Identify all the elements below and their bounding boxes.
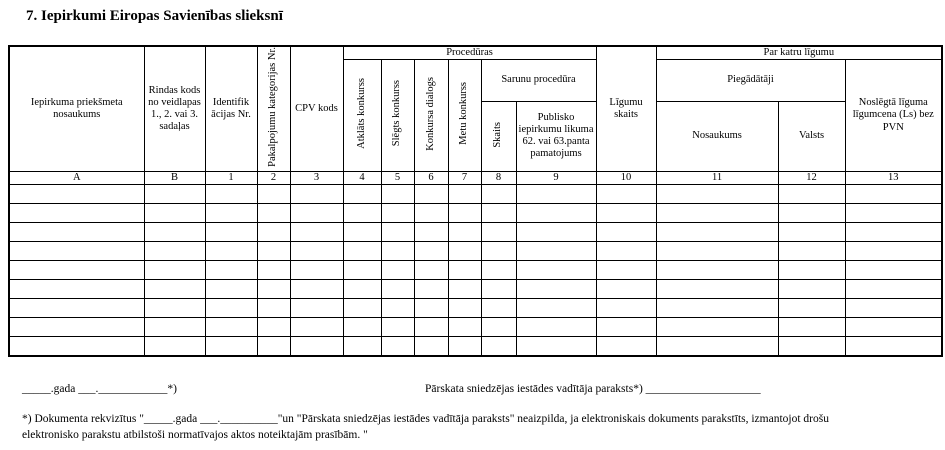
table-cell[interactable] [144, 260, 205, 279]
table-cell[interactable] [290, 279, 343, 298]
column-letter-row [9, 171, 942, 184]
header-justification: Publisko iepirkumu likuma 62. vai 63.panta pamatojums [516, 101, 596, 171]
table-cell[interactable] [481, 336, 516, 356]
table-cell[interactable] [205, 260, 257, 279]
table-cell[interactable] [257, 336, 290, 356]
table-cell[interactable] [9, 222, 144, 241]
table-cell[interactable] [448, 184, 481, 203]
header-country: Valsts [778, 101, 845, 171]
column-letter: 11 [656, 171, 778, 184]
table-cell[interactable] [144, 279, 205, 298]
table-cell[interactable] [257, 260, 290, 279]
table-cell[interactable] [778, 317, 845, 336]
table-cell[interactable] [656, 317, 778, 336]
header-identification-nr: Identifik ācijas Nr. [205, 46, 257, 171]
header-competitive-dialog [414, 60, 448, 172]
table-cell[interactable] [257, 184, 290, 203]
table-cell[interactable] [144, 203, 205, 222]
table-cell[interactable] [9, 298, 144, 317]
table-cell[interactable] [656, 298, 778, 317]
table-cell[interactable] [481, 298, 516, 317]
header-per-contract: Par katru līgumu [656, 46, 942, 60]
column-letter: 5 [381, 171, 414, 184]
footnote-line-1: *) Dokumenta rekvizītus "_____.gada ___.__________"un "Pārskata sniedzējas iestādes vadītāja paraksts" neaizpilda, ja elektroniskais dokuments parakstīts, izmantojot drošu [22, 413, 829, 425]
column-letter: 12 [778, 171, 845, 184]
table-cell[interactable] [205, 336, 257, 356]
table-cell[interactable] [9, 203, 144, 222]
table-cell[interactable] [481, 203, 516, 222]
table-cell[interactable] [257, 241, 290, 260]
table-cell[interactable] [343, 203, 381, 222]
table-cell[interactable] [414, 336, 448, 356]
table-cell[interactable] [448, 298, 481, 317]
table-cell[interactable] [205, 222, 257, 241]
table-cell[interactable] [516, 336, 596, 356]
table-cell[interactable] [343, 298, 381, 317]
table-cell[interactable] [414, 298, 448, 317]
table-cell[interactable] [596, 317, 656, 336]
table-cell[interactable] [205, 298, 257, 317]
table-cell[interactable] [205, 241, 257, 260]
table-cell[interactable] [381, 336, 414, 356]
table-cell[interactable] [381, 298, 414, 317]
column-letter: 4 [343, 171, 381, 184]
header-cpv-code: CPV kods [290, 46, 343, 171]
table-cell[interactable] [343, 260, 381, 279]
section-title: 7. Iepirkumi Eiropas Savienības slieksnī [26, 8, 283, 24]
table-cell[interactable] [448, 336, 481, 356]
table-cell[interactable] [343, 222, 381, 241]
table-cell[interactable] [414, 203, 448, 222]
table-cell[interactable] [481, 260, 516, 279]
table-cell[interactable] [448, 241, 481, 260]
table-cell[interactable] [845, 336, 942, 356]
table-cell[interactable] [481, 222, 516, 241]
header-procurement-subject: Iepirkuma priekšmeta nosaukums [9, 46, 144, 171]
table-cell[interactable] [448, 279, 481, 298]
signature-line: Pārskata sniedzējas iestādes vadītāja paraksts*) ____________________ [425, 383, 761, 395]
table-row [9, 241, 942, 260]
column-letter: 2 [257, 171, 290, 184]
table-cell[interactable] [596, 298, 656, 317]
table-cell[interactable] [9, 336, 144, 356]
table-cell[interactable] [257, 222, 290, 241]
table-cell[interactable] [144, 184, 205, 203]
table-cell[interactable] [778, 222, 845, 241]
table-cell[interactable] [448, 260, 481, 279]
table-cell[interactable] [290, 241, 343, 260]
date-line: _____.gada ___.____________*) [22, 383, 177, 395]
header-count [481, 101, 516, 171]
table-cell[interactable] [656, 241, 778, 260]
table-cell[interactable] [516, 184, 596, 203]
table-cell[interactable] [290, 317, 343, 336]
table-cell[interactable] [343, 336, 381, 356]
table-cell[interactable] [516, 222, 596, 241]
header-open-competition-label: Atklāts konkurss [355, 78, 367, 149]
table-cell[interactable] [656, 336, 778, 356]
table-cell[interactable] [9, 260, 144, 279]
table-cell[interactable] [596, 241, 656, 260]
table-cell[interactable] [596, 260, 656, 279]
column-letter: 9 [516, 171, 596, 184]
header-supplier-name: Nosaukums [656, 101, 778, 171]
header-subcategory-nr-label: Pakalpojumu kategorijas Nr. [267, 47, 279, 167]
header-design-contest [448, 60, 481, 172]
header-contract-price: Noslēgtā līguma līgumcena (Ls) bez PVN [845, 60, 942, 172]
table-row [9, 336, 942, 356]
table-cell[interactable] [845, 222, 942, 241]
table-cell[interactable] [290, 336, 343, 356]
table-cell[interactable] [845, 203, 942, 222]
table-cell[interactable] [778, 279, 845, 298]
table-cell[interactable] [343, 184, 381, 203]
table-cell[interactable] [596, 184, 656, 203]
table-cell[interactable] [257, 298, 290, 317]
column-letter: 13 [845, 171, 942, 184]
header-suppliers: Piegādātāji [656, 60, 845, 102]
table-cell[interactable] [845, 317, 942, 336]
table-cell[interactable] [448, 222, 481, 241]
table-cell[interactable] [414, 184, 448, 203]
table-row [9, 184, 942, 203]
table-cell[interactable] [381, 203, 414, 222]
table-cell[interactable] [257, 317, 290, 336]
table-cell[interactable] [778, 203, 845, 222]
table-cell[interactable] [448, 203, 481, 222]
column-letter: A [9, 171, 144, 184]
table-cell[interactable] [205, 317, 257, 336]
table-cell[interactable] [596, 336, 656, 356]
table-cell[interactable] [381, 317, 414, 336]
column-letter: 1 [205, 171, 257, 184]
table-cell[interactable] [516, 298, 596, 317]
table-cell[interactable] [414, 241, 448, 260]
table-cell[interactable] [290, 260, 343, 279]
column-letter: B [144, 171, 205, 184]
header-row-code: Rindas kods no veidlapas 1., 2. vai 3. sadaļas [144, 46, 205, 171]
table-cell[interactable] [144, 317, 205, 336]
table-cell[interactable] [290, 203, 343, 222]
table-cell[interactable] [381, 184, 414, 203]
table-cell[interactable] [144, 222, 205, 241]
table-row [9, 203, 942, 222]
header-subcategory-nr [257, 46, 290, 171]
table-cell[interactable] [9, 241, 144, 260]
table-cell[interactable] [144, 298, 205, 317]
table-cell[interactable] [481, 184, 516, 203]
table-cell[interactable] [257, 203, 290, 222]
table-cell[interactable] [596, 203, 656, 222]
table-cell[interactable] [257, 279, 290, 298]
table-cell[interactable] [845, 279, 942, 298]
table-row [9, 279, 942, 298]
footnote-line-2: elektronisko parakstu atbilstoši normatīvajos aktos noteiktajām prasībām. " [22, 429, 368, 441]
table-cell[interactable] [845, 298, 942, 317]
table-cell[interactable] [656, 279, 778, 298]
table-cell[interactable] [205, 279, 257, 298]
header-contract-count: Līgumu skaits [596, 46, 656, 171]
header-competitive-dialog-label: Konkursa dialogs [424, 76, 436, 151]
table-cell[interactable] [144, 241, 205, 260]
table-cell[interactable] [778, 184, 845, 203]
table-cell[interactable] [516, 203, 596, 222]
table-row [9, 317, 942, 336]
table-cell[interactable] [205, 203, 257, 222]
table-cell[interactable] [596, 279, 656, 298]
table-cell[interactable] [481, 279, 516, 298]
table-cell[interactable] [516, 260, 596, 279]
table-cell[interactable] [414, 279, 448, 298]
table-row [9, 222, 942, 241]
column-letter: 7 [448, 171, 481, 184]
table-cell[interactable] [9, 184, 144, 203]
table-cell[interactable] [144, 336, 205, 356]
table-cell[interactable] [845, 241, 942, 260]
header-closed-competition-label: Slēgts konkurss [391, 80, 403, 147]
column-letter: 8 [481, 171, 516, 184]
table-cell[interactable] [481, 317, 516, 336]
table-row [9, 260, 942, 279]
header-closed-competition [381, 60, 414, 172]
table-cell[interactable] [481, 241, 516, 260]
table-cell[interactable] [516, 241, 596, 260]
procurement-table [8, 45, 943, 357]
table-cell[interactable] [290, 222, 343, 241]
table-cell[interactable] [381, 279, 414, 298]
header-open-competition [343, 60, 381, 172]
table-cell[interactable] [778, 336, 845, 356]
table-cell[interactable] [448, 317, 481, 336]
table-cell[interactable] [414, 260, 448, 279]
header-count-label: Skaits [492, 121, 504, 148]
table-cell[interactable] [778, 241, 845, 260]
table-cell[interactable] [381, 222, 414, 241]
table-cell[interactable] [381, 241, 414, 260]
table-cell[interactable] [343, 279, 381, 298]
table-cell[interactable] [845, 184, 942, 203]
table-cell[interactable] [414, 317, 448, 336]
table-cell[interactable] [845, 260, 942, 279]
table-cell[interactable] [778, 298, 845, 317]
header-procedures: Procedūras [343, 46, 596, 60]
header-negotiation-procedure: Sarunu procedūra [481, 60, 596, 102]
table-cell[interactable] [290, 184, 343, 203]
table-cell[interactable] [656, 260, 778, 279]
table-cell[interactable] [414, 222, 448, 241]
table-cell[interactable] [381, 260, 414, 279]
table-cell[interactable] [516, 279, 596, 298]
table-cell[interactable] [656, 184, 778, 203]
table-cell[interactable] [778, 260, 845, 279]
table-cell[interactable] [656, 203, 778, 222]
table-cell[interactable] [343, 317, 381, 336]
column-letter: 10 [596, 171, 656, 184]
column-letter: 6 [414, 171, 448, 184]
header-design-contest-label: Metu konkurss [458, 82, 470, 145]
column-letter: 3 [290, 171, 343, 184]
table-cell[interactable] [343, 241, 381, 260]
table-cell[interactable] [205, 184, 257, 203]
table-cell[interactable] [9, 279, 144, 298]
table-row [9, 298, 942, 317]
table-body [9, 184, 942, 356]
table-cell[interactable] [9, 317, 144, 336]
table-cell[interactable] [656, 222, 778, 241]
table-cell[interactable] [516, 317, 596, 336]
table-cell[interactable] [290, 298, 343, 317]
table-cell[interactable] [596, 222, 656, 241]
